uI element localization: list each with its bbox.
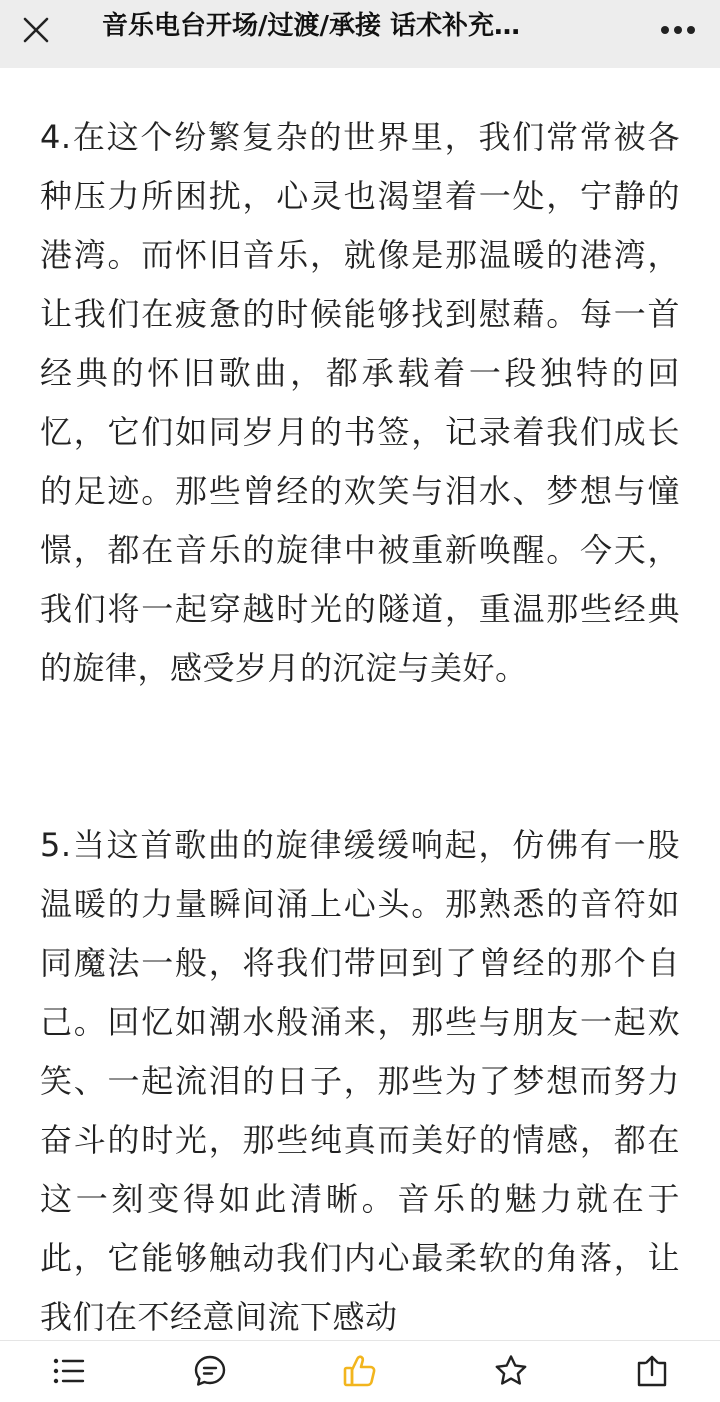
favorite-button[interactable] xyxy=(491,1351,531,1391)
article-paragraph: 5.当这首歌曲的旋律缓缓响起，仿佛有一股温暖的力量瞬间涌上心头。那熟悉的音符如同魔法一般，将我们带回到了曾经的那个自己。回忆如潮水般涌来，那些与朋友一起欢笑、一起流泪的日子，那些为了梦想而努力奋斗的时光，那些纯真而美好的情感，都在这一刻变得如此清晰。音乐的魅力就在于此，它能够触动我们内心最柔软的角落，让我们在不经意间流下感动 xyxy=(40,826,680,1336)
list-icon xyxy=(52,1356,86,1386)
article-paragraph: 4.在这个纷繁复杂的世界里，我们常常被各种压力所困扰，心灵也渴望着一处，宁静的港湾。而怀旧音乐，就像是那温暖的港湾，让我们在疲惫的时候能够找到慰藉。每一首经典的怀旧歌曲，都承载着一段独特的回忆，它们如同岁月的书签，记录着我们成长的足迹。那些曾经的欢笑与泪水、梦想与憧憬，都在音乐的旋律中被重新唤醒。今天，我们将一起穿越时光的隧道，重温那些经典的旋律，感受岁月的沉淀与美好。 xyxy=(40,118,680,687)
close-button[interactable] xyxy=(16,10,56,50)
share-button[interactable] xyxy=(632,1351,672,1391)
comment-icon xyxy=(193,1354,227,1388)
paragraph-spacer xyxy=(40,698,680,816)
comment-button[interactable] xyxy=(190,1351,230,1391)
article-scroll-area[interactable] xyxy=(0,68,720,1340)
share-icon xyxy=(635,1354,669,1388)
article-body xyxy=(0,68,720,1340)
more-dots-icon xyxy=(660,25,696,35)
favorite-star-icon xyxy=(493,1353,529,1389)
like-button[interactable] xyxy=(340,1351,380,1391)
like-icon xyxy=(342,1353,378,1389)
contents-list-button[interactable] xyxy=(49,1351,89,1391)
more-options-button[interactable] xyxy=(656,10,700,50)
top-nav-bar xyxy=(0,0,720,68)
page-title: 音乐电台开场/过渡/承接 话术补充… xyxy=(102,11,521,41)
close-icon xyxy=(21,15,51,45)
bottom-toolbar xyxy=(0,1340,720,1402)
